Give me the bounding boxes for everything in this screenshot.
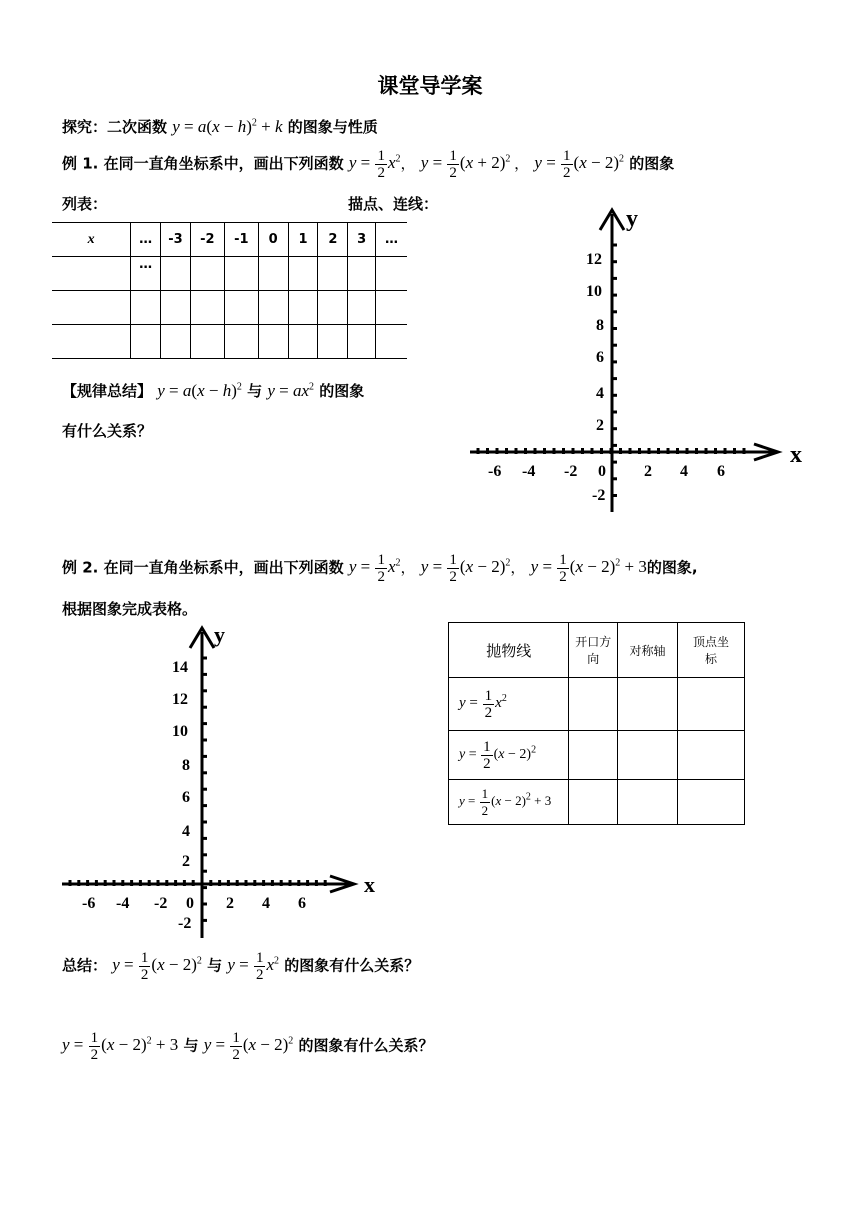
table-cell-formula: y = $\frac{1}{2}$ $(x - 2)^2$	[449, 731, 569, 780]
summary-label: 总结：	[62, 956, 108, 975]
table-row	[52, 325, 407, 359]
graph2-xtick: -2	[154, 895, 168, 912]
table-cell[interactable]	[161, 257, 191, 291]
example1-text: 在同一直角坐标系中，画出下列函数	[103, 154, 344, 173]
example2-line: 例 2. 在同一直角坐标系中，画出下列函数 y = $\frac{1}{2}$ $x^2$， y = $\frac{1}{2}$ $(x - 2)^2$， y = $\frac{1}{2}$ $(x - 2)^2 + 3$的图象,	[62, 552, 698, 585]
values-table	[52, 222, 407, 359]
table-cell[interactable]	[376, 291, 407, 325]
example1-func3: y = $\frac{1}{2}$ $(x - 2)^2$	[534, 148, 624, 181]
graph1-ytick: 8	[596, 317, 604, 334]
example1-func2: y = $\frac{1}{2}$ $(x + 2)^2$	[420, 148, 511, 181]
table-cell[interactable]: …	[131, 257, 161, 291]
table-header-cell: 对称轴	[618, 623, 678, 678]
summary-line1	[62, 950, 419, 983]
table-cell[interactable]	[258, 325, 288, 359]
table-cell[interactable]	[348, 257, 376, 291]
table-cell-formula: y = $\frac{1}{2}$ $(x - 2)^2 + 3$	[449, 780, 569, 825]
table-cell[interactable]	[677, 780, 744, 825]
rule-line	[62, 380, 364, 401]
table-cell[interactable]	[52, 325, 131, 359]
table-cell[interactable]	[190, 325, 224, 359]
summary-q1-mid: 与	[207, 956, 223, 975]
rule-text2: 的图象	[319, 382, 365, 400]
graph2-xtick: 2	[226, 895, 234, 912]
example1-prefix: 例 1.	[62, 154, 99, 173]
intro-suffix: 的图象与性质	[287, 118, 378, 136]
table-row	[449, 623, 745, 678]
table-cell[interactable]	[288, 291, 318, 325]
graph2-xtick: -4	[116, 895, 130, 912]
rule-formula2: $y = ax^2$	[267, 381, 315, 400]
table-cell[interactable]	[618, 780, 678, 825]
table-cell[interactable]	[161, 325, 191, 359]
table-cell: 1	[288, 223, 318, 257]
table-cell[interactable]	[190, 257, 224, 291]
table-cell: 0	[258, 223, 288, 257]
table-cell: x	[52, 223, 131, 257]
table-cell[interactable]	[376, 325, 407, 359]
example1-line: 例 1. 在同一直角坐标系中，画出下列函数 y = $\frac{1}{2}$ $x^2$， y = $\frac{1}{2}$ $(x + 2)^2$ ， y = $\frac{1}{2}$ $(x - 2)^2$ 的图象	[62, 148, 675, 181]
graph1-ytick: 2	[596, 417, 604, 434]
graph2-xtick: -6	[82, 895, 96, 912]
table-row	[449, 780, 745, 825]
graph2	[58, 620, 388, 940]
graph2-ytick: 6	[182, 789, 190, 806]
table-row	[449, 731, 745, 780]
summary-formula1: y = $\frac{1}{2}$ $(x - 2)^2$	[112, 950, 202, 983]
table-cell[interactable]	[376, 257, 407, 291]
table-header-cell: 顶点坐标	[677, 623, 744, 678]
table-cell: 2	[318, 223, 348, 257]
graph2-xtick: 0	[186, 895, 194, 912]
table-cell[interactable]	[190, 291, 224, 325]
graph1-xtick: -6	[488, 463, 502, 480]
intro-formula: $y = a(x - h)^2 + k$	[172, 117, 283, 136]
graph1-xtick: -4	[522, 463, 536, 480]
table-cell[interactable]	[569, 731, 618, 780]
graph2-ytick: 4	[182, 823, 190, 840]
table-cell[interactable]	[52, 291, 131, 325]
table-cell[interactable]	[258, 257, 288, 291]
table-cell[interactable]	[318, 257, 348, 291]
graph2-ytick: 14	[172, 659, 188, 676]
page-title: 课堂导学案	[377, 74, 483, 98]
table-cell[interactable]	[569, 678, 618, 731]
graph1-xtick: 6	[717, 463, 725, 480]
table-cell[interactable]	[569, 780, 618, 825]
graph1-ytick: -2	[592, 487, 606, 504]
table-row	[52, 223, 407, 257]
rule-question: 有什么关系？	[62, 422, 153, 440]
table-cell: …	[376, 223, 407, 257]
table-cell[interactable]	[318, 325, 348, 359]
graph2-ytick: -2	[178, 915, 192, 932]
table-cell: -3	[161, 223, 191, 257]
graph2-ytick: 8	[182, 757, 190, 774]
table-header-cell: 开口方向	[569, 623, 618, 678]
rule-label: 【规律总结】	[62, 382, 153, 400]
graph1-xtick: -2	[564, 463, 578, 480]
graph1-ylabel: y	[626, 206, 638, 232]
table-cell[interactable]	[131, 291, 161, 325]
example1-func1: y = $\frac{1}{2}$ $x^2$	[348, 148, 401, 181]
intro-line	[62, 116, 378, 137]
graph2-ytick: 10	[172, 723, 188, 740]
graph1-ytick: 6	[596, 349, 604, 366]
example2-text: 在同一直角坐标系中，画出下列函数	[103, 558, 344, 577]
summary-formula2: y = $\frac{1}{2}$ $x^2$	[227, 950, 280, 983]
table-cell-formula: y = $\frac{1}{2}$ $x^2$	[449, 678, 569, 731]
table-row	[52, 291, 407, 325]
graph2-ytick: 2	[182, 853, 190, 870]
example2-prefix: 例 2.	[62, 558, 99, 577]
summary-line2	[62, 1030, 434, 1063]
table-cell[interactable]	[161, 291, 191, 325]
graph1-ytick: 10	[586, 283, 602, 300]
table-cell[interactable]	[224, 257, 258, 291]
plot-label: 描点、连线：	[348, 195, 439, 213]
summary-formula3: y = $\frac{1}{2}$ $(x - 2)^2 + 3$	[62, 1030, 179, 1063]
table-cell[interactable]	[288, 257, 318, 291]
graph1	[460, 200, 820, 518]
table-cell[interactable]	[677, 731, 744, 780]
example2-suffix: 的图象,	[646, 558, 698, 577]
table-cell: …	[131, 223, 161, 257]
table-cell[interactable]	[258, 291, 288, 325]
rule-formula1: $y = a(x - h)^2$	[157, 381, 242, 400]
graph1-xtick: 0	[598, 463, 606, 480]
parabola-table	[448, 622, 745, 825]
table-cell: -1	[224, 223, 258, 257]
table-row	[449, 678, 745, 731]
graph1-ytick: 4	[596, 385, 604, 402]
example2-line2: 根据图象完成表格。	[62, 600, 198, 618]
graph1-xtick: 4	[680, 463, 688, 480]
summary-q2-end: 的图象有什么关系？	[298, 1036, 434, 1055]
summary-formula4: y = $\frac{1}{2}$ $(x - 2)^2$	[203, 1030, 294, 1063]
graph2-xlabel: x	[364, 872, 375, 897]
graph1-xtick: 2	[644, 463, 652, 480]
rule-text1: 与	[247, 382, 263, 400]
summary-q1-end: 的图象有什么关系？	[284, 956, 420, 975]
table-cell[interactable]	[348, 325, 376, 359]
intro-label: 探究：二次函数	[62, 118, 168, 136]
table-header-cell: 抛物线	[449, 623, 569, 678]
example2-func2: y = $\frac{1}{2}$ $(x - 2)^2$	[420, 552, 511, 585]
example2-func3: y = $\frac{1}{2}$ $(x - 2)^2 + 3$	[530, 552, 647, 585]
table-cell[interactable]	[677, 678, 744, 731]
table-cell: 3	[348, 223, 376, 257]
list-label: 列表：	[62, 195, 108, 213]
table-cell: -2	[190, 223, 224, 257]
table-cell[interactable]	[618, 731, 678, 780]
summary-q2-mid: 与	[183, 1036, 199, 1055]
table-cell[interactable]	[618, 678, 678, 731]
table-cell[interactable]	[288, 325, 318, 359]
table-cell[interactable]	[348, 291, 376, 325]
graph2-ytick: 12	[172, 691, 188, 708]
example2-func1: y = $\frac{1}{2}$ $x^2$	[348, 552, 401, 585]
graph1-xlabel: x	[790, 442, 802, 468]
graph1-ytick: 12	[586, 251, 602, 268]
table-cell[interactable]	[318, 291, 348, 325]
graph2-axes	[62, 628, 354, 938]
example1-suffix: 的图象	[629, 154, 675, 173]
graph2-xtick: 4	[262, 895, 270, 912]
table-row	[52, 257, 407, 291]
table-cell[interactable]	[52, 257, 131, 291]
graph1-axes	[470, 210, 778, 512]
graph2-xtick: 6	[298, 895, 306, 912]
table-cell[interactable]	[224, 291, 258, 325]
table-cell[interactable]	[131, 325, 161, 359]
table-cell[interactable]	[224, 325, 258, 359]
graph2-ylabel: y	[214, 622, 225, 647]
